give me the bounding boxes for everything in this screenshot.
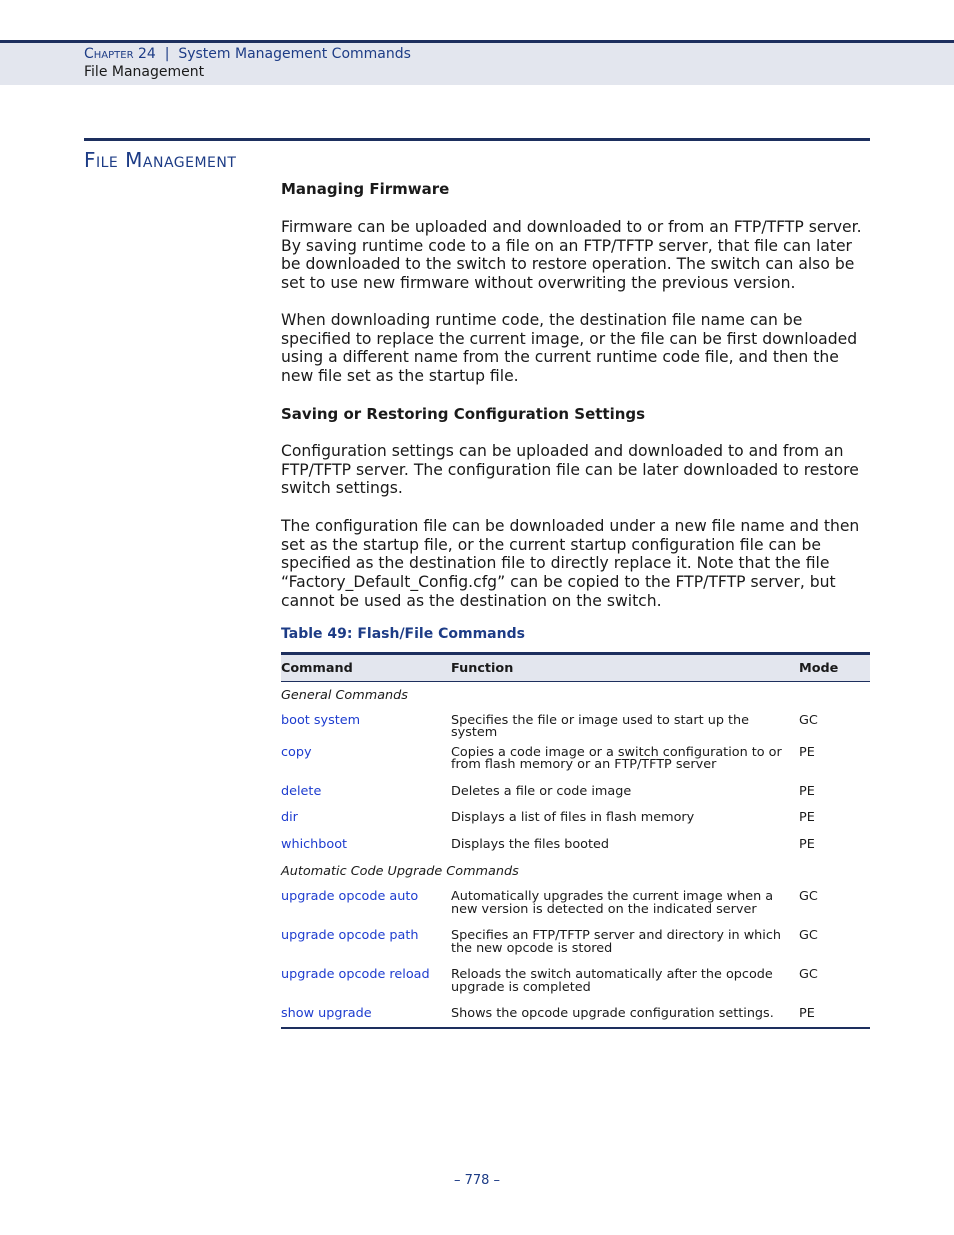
firmware-paragraph-2: When downloading runtime code, the destination file name can be specified to replace the current image, or the file can be first downloaded using a different name from the current runtime code file, and then the new file set as the startup file. <box>281 311 858 386</box>
command-mode: GC <box>799 889 818 904</box>
table-caption: Table 49: Flash/File Commands <box>281 626 525 642</box>
column-header-mode: Mode <box>799 654 870 682</box>
heading-config-settings: Saving or Restoring Configuration Settings <box>281 405 646 423</box>
command-link[interactable]: copy <box>281 744 312 760</box>
column-header-function: Function <box>451 654 799 682</box>
command-function: Automatically upgrades the current image when a new version is detected on the indicated server <box>451 889 774 917</box>
command-function: Deletes a file or code image <box>451 783 632 799</box>
heading-managing-firmware: Managing Firmware <box>281 180 450 198</box>
command-mode: PE <box>799 744 815 760</box>
table-row <box>281 1001 870 1028</box>
command-function: Copies a code image or a switch configuration to or from flash memory or an FTP/TFTP server <box>451 744 782 772</box>
group-row <box>281 682 870 708</box>
command-function: Displays a list of files in flash memory <box>451 810 695 825</box>
command-link[interactable]: dir <box>281 810 298 825</box>
command-link[interactable]: upgrade opcode path <box>281 928 419 943</box>
table-row <box>281 740 870 779</box>
table-row <box>281 779 870 806</box>
table-row <box>281 962 870 1001</box>
command-function: Specifies an FTP/TFTP server and directory in which the new opcode is stored <box>451 928 781 956</box>
group-label: Automatic Code Upgrade Commands <box>281 864 519 879</box>
chapter-title: System Management Commands <box>178 46 411 62</box>
command-function: Shows the opcode upgrade configuration settings. <box>451 1001 799 1028</box>
command-mode: GC <box>799 712 818 728</box>
table-row <box>281 805 870 832</box>
command-link[interactable]: show upgrade <box>281 1001 451 1028</box>
command-link[interactable]: delete <box>281 783 322 799</box>
command-function: Reloads the switch automatically after the opcode upgrade is completed <box>451 967 773 995</box>
commands-table <box>281 652 870 1029</box>
firmware-paragraph-1: Firmware can be uploaded and downloaded to or from an FTP/TFTP server. By saving runtime code to a file on an FTP/TFTP server, that file can later be downloaded to the switch to restore operation. The switch can also be set to use new firmware without overwriting the previous version. <box>281 218 862 293</box>
table-row <box>281 708 870 740</box>
header-section: File Management <box>84 64 205 80</box>
group-row <box>281 858 870 884</box>
command-function: Displays the files booted <box>451 836 609 852</box>
chapter-label: Chapter 24 <box>84 46 156 62</box>
command-mode: PE <box>799 783 815 799</box>
command-mode: GC <box>799 967 818 982</box>
config-paragraph-1: Configuration settings can be uploaded and downloaded to and from an FTP/TFTP server. The configuration file can be later downloaded to restore switch settings. <box>281 442 859 498</box>
section-title: File Management <box>84 148 237 172</box>
table-row <box>281 884 870 923</box>
command-mode: GC <box>799 928 818 943</box>
page-number: – 778 – <box>453 1173 501 1188</box>
column-header-command: Command <box>281 654 451 682</box>
config-paragraph-2: The configuration file can be downloaded under a new file name and then set as the startup file, or the current startup configuration file can be specified as the destination file to directly replace it. Note that the file “Factory_Default_Config.cfg” can be copied to the FTP/TFTP server, but cannot be used as the destination on the switch. <box>281 517 860 610</box>
command-link[interactable]: upgrade opcode auto <box>281 889 419 904</box>
title-rule <box>84 138 870 141</box>
table-row <box>281 923 870 962</box>
command-function: Specifies the file or image used to start up the system <box>451 712 750 740</box>
header-separator: | <box>164 46 170 62</box>
command-link[interactable]: boot system <box>281 712 361 728</box>
command-link[interactable]: upgrade opcode reload <box>281 967 430 982</box>
command-mode: PE <box>799 1001 870 1028</box>
table-row <box>281 832 870 859</box>
command-mode: PE <box>799 836 815 852</box>
chapter-line <box>84 46 411 62</box>
table-header-row <box>281 654 870 682</box>
command-link[interactable]: whichboot <box>281 836 348 852</box>
group-label: General Commands <box>281 688 408 703</box>
command-mode: PE <box>799 810 815 825</box>
